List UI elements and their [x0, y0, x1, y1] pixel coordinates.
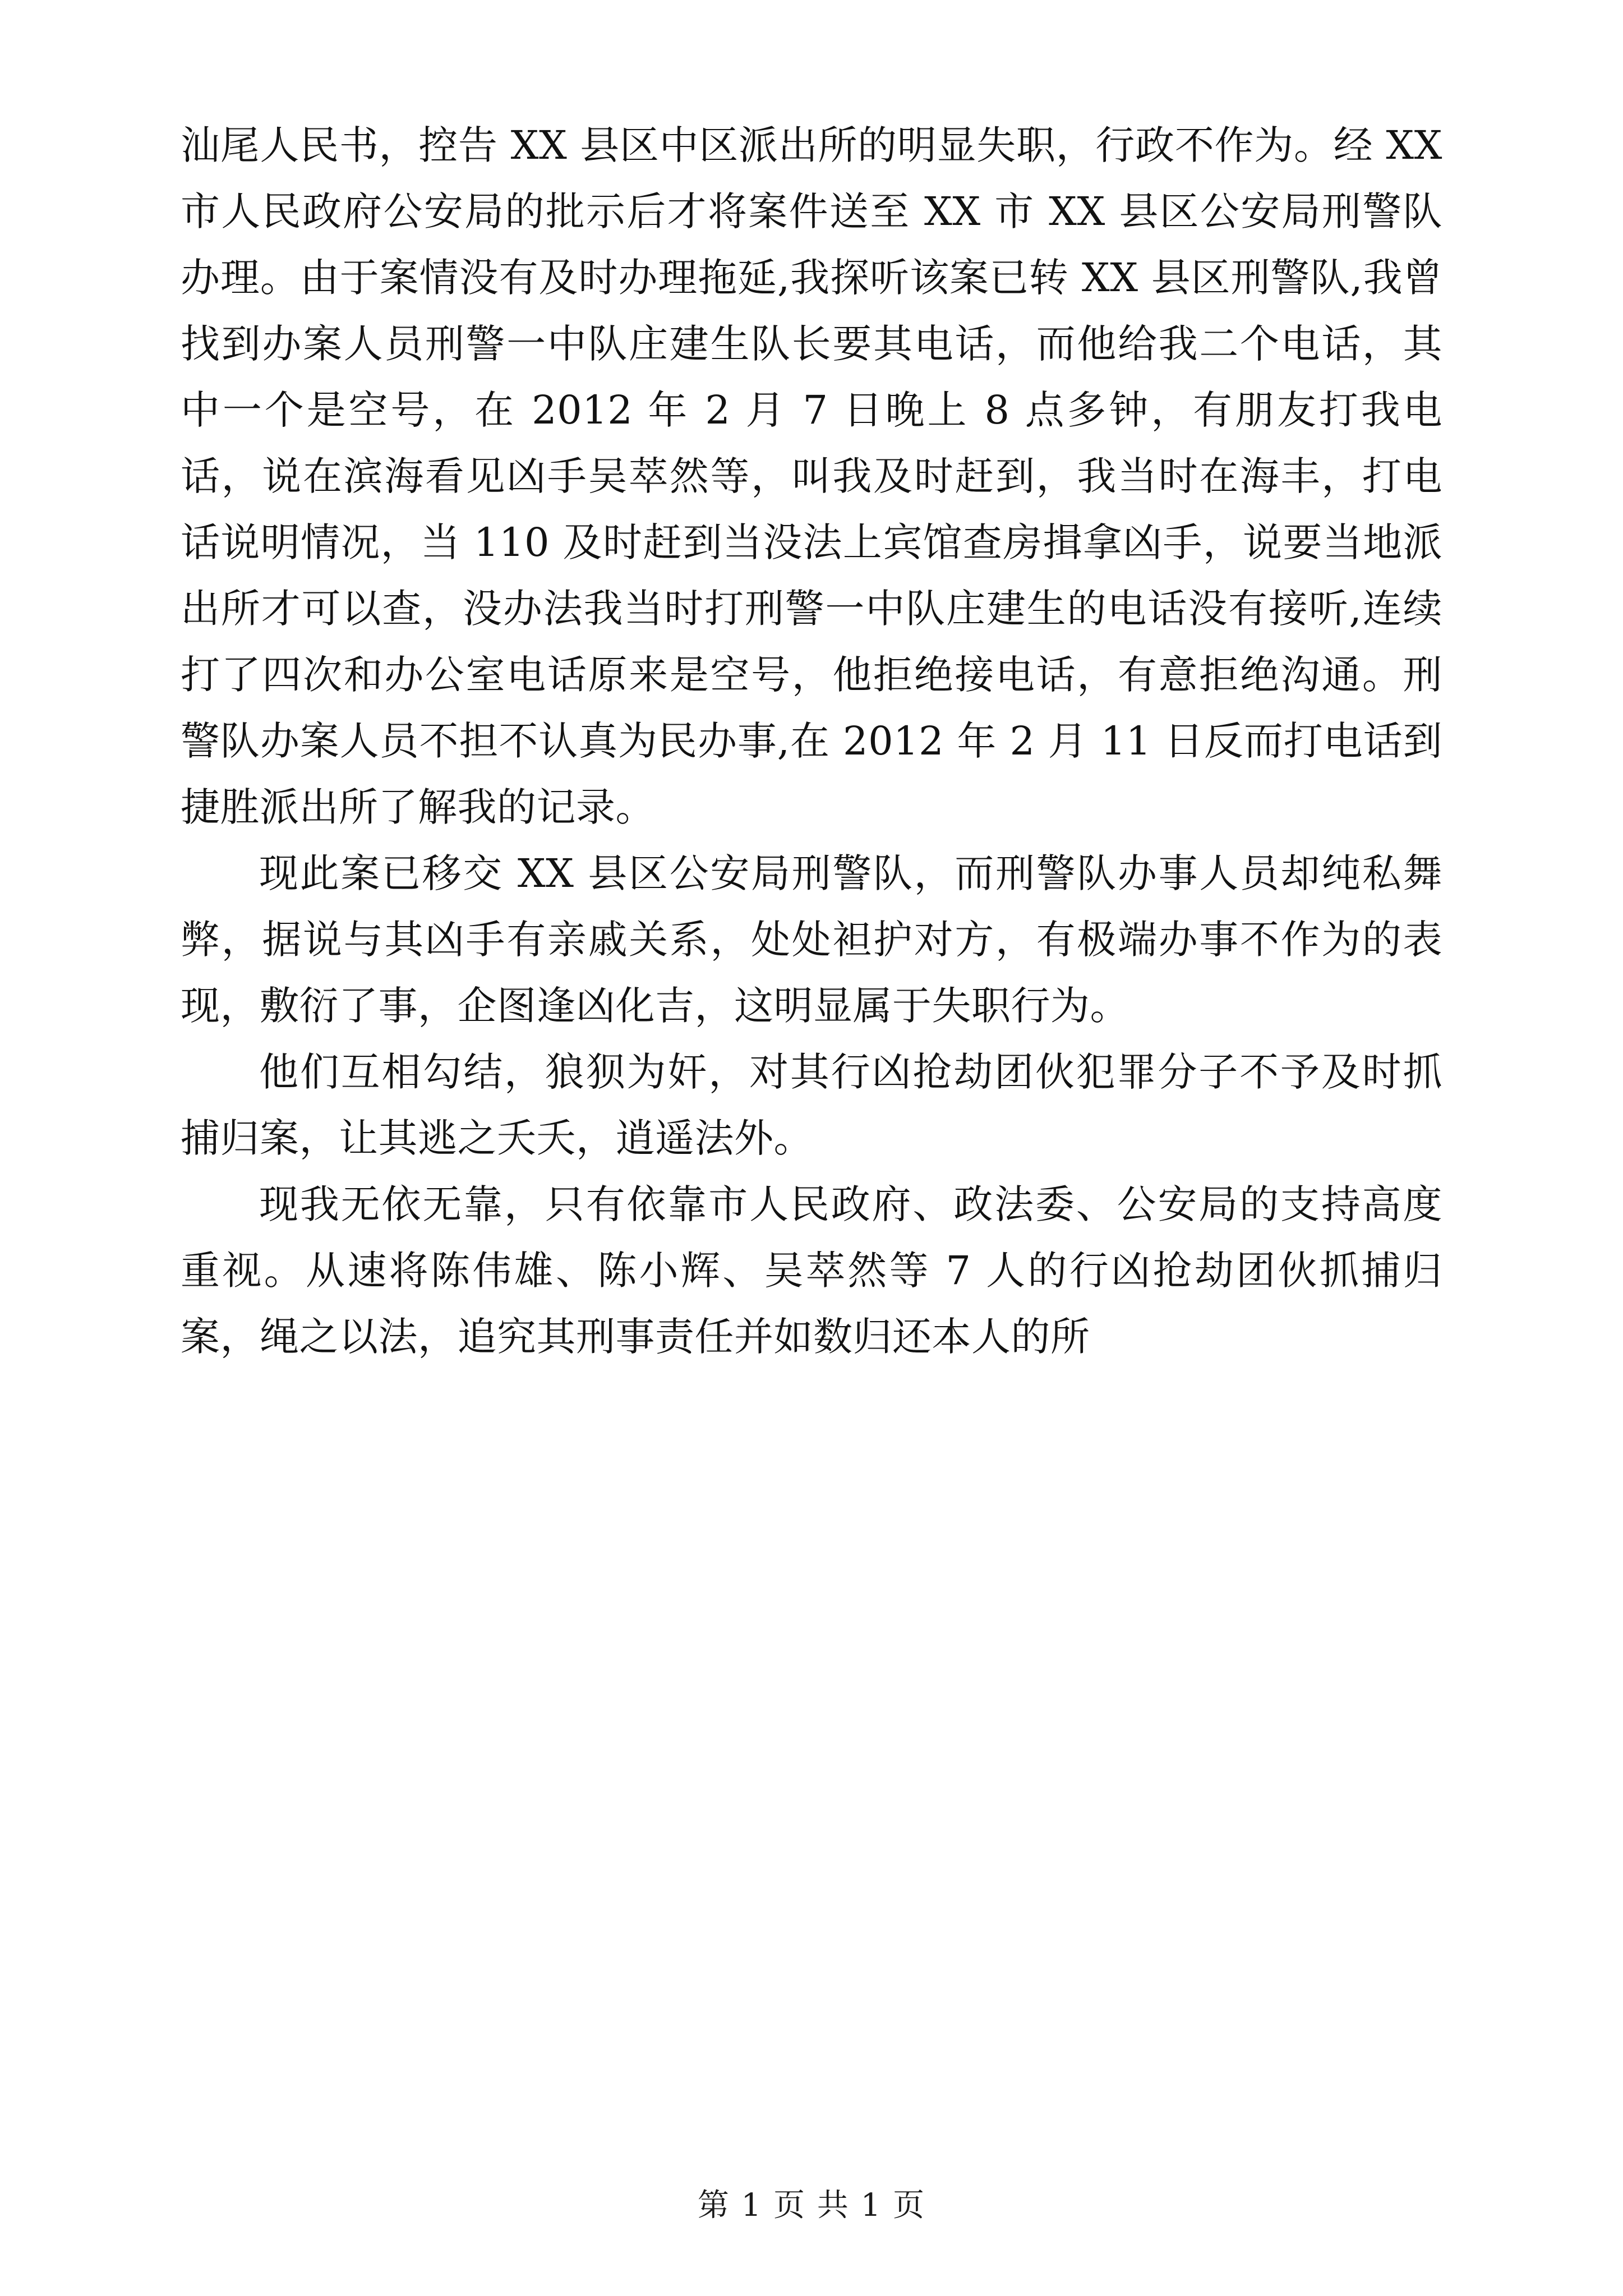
- page-footer: 第 1 页 共 1 页: [697, 2187, 926, 2224]
- paragraph-2: 现此案已移交 XX 县区公安局刑警队，而刑警队办事人员却纯私舞弊，据说与其凶手有亲戚关系，处处袒护对方，有极端办事不作为的表现，敷衍了事，企图逢凶化吉，这明显属于失职行为。: [181, 850, 1442, 1029]
- paragraph-3: 他们互相勾结，狼狈为奸，对其行凶抢劫团伙犯罪分子不予及时抓捕归案，让其逃之夭夭，逍遥法外。: [181, 1049, 1442, 1161]
- paragraph-1: 汕尾人民书，控告 XX 县区中区派出所的明显失职，行政不作为。经 XX 市人民政府公安局的批示后才将案件送至 XX 市 XX 县区公安局刑警队办理。由于案情没有及时办理拖延,我探听该案已转 XX 县区刑警队,我曾找到办案人员刑警一中队庄建生队长要其电话，而他给我二个电话，其中一个是空号，在 2012 年 2 月 7 日晚上 8 点多钟，有朋友打我电话，说在滨海看见凶手吴萃然等，叫我及时赶到，我当时在海丰，打电话说明情况，当 110 及时赶到当没法上宾馆查房揖拿凶手，说要当地派出所才可以查，没办法我当时打刑警一中队庄建生的电话没有接听,连续打了四次和办公室电话原来是空号，他拒绝接电话，有意拒绝沟通。刑警队办案人员不担不认真为民办事,在 2012 年 2 月 11 日反而打电话到捷胜派出所了解我的记录。: [181, 122, 1442, 830]
- paragraph-4: 现我无依无靠，只有依靠市人民政府、政法委、公安局的支持高度重视。从速将陈伟雄、陈小辉、吴萃然等 7 人的行凶抢劫团伙抓捕归案，绳之以法，追究其刑事责任并如数归还本人的所: [181, 1181, 1442, 1360]
- document-body: [181, 112, 1442, 1370]
